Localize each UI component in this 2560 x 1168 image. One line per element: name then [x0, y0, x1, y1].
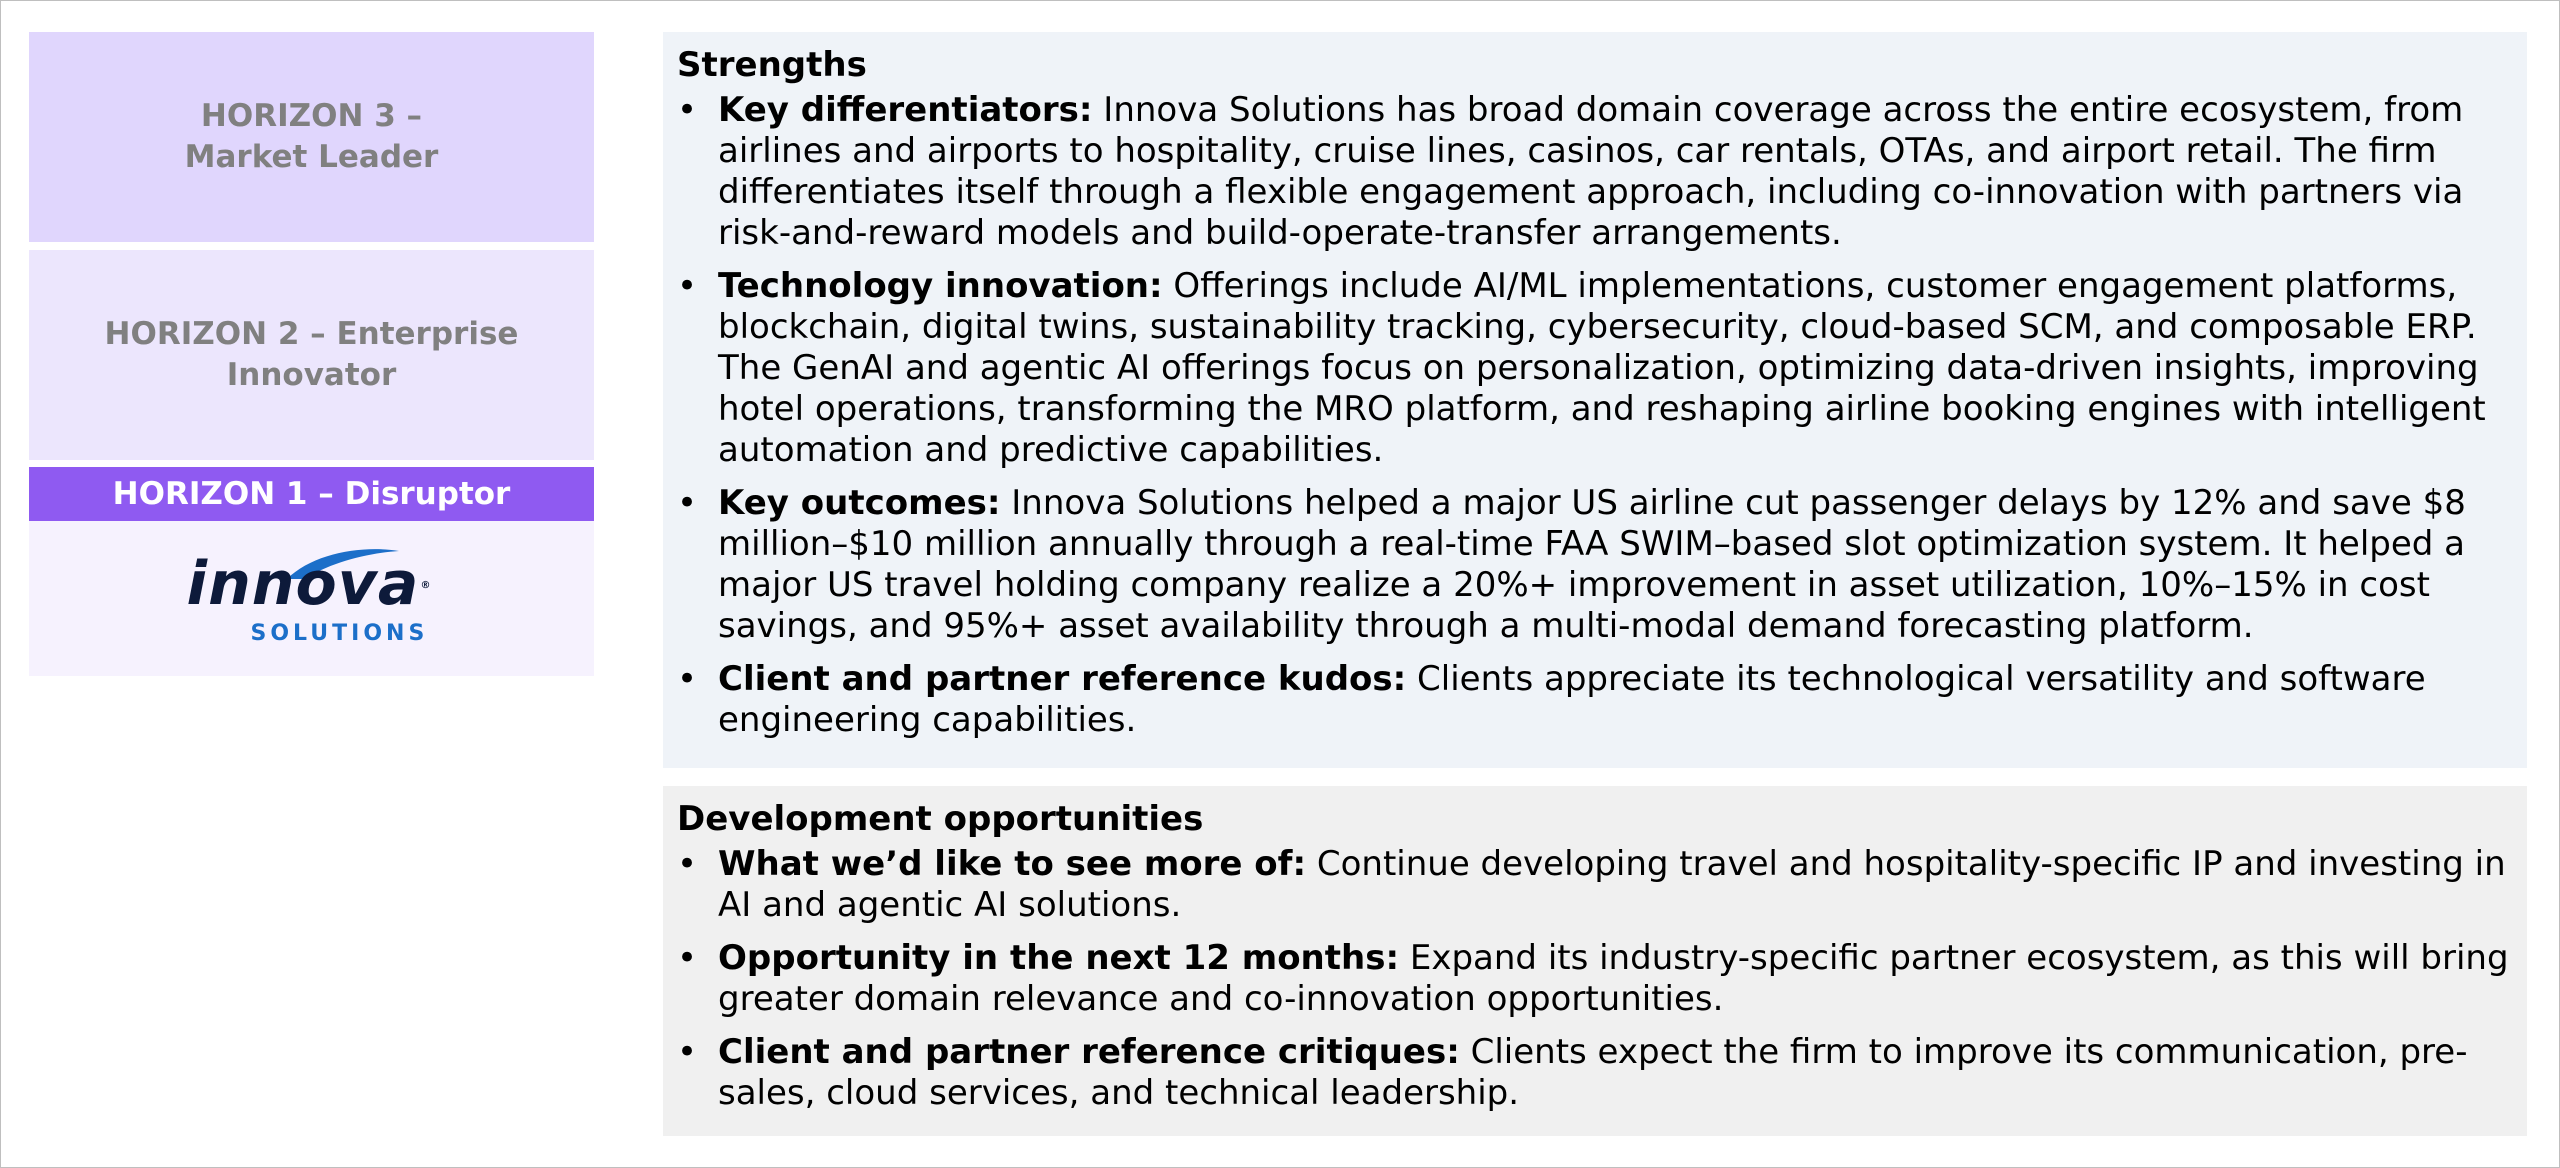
horizon-1-label: HORIZON 1 – Disruptor — [112, 475, 511, 512]
horizon-3-block — [29, 32, 594, 242]
bullet-text: Innova Solutions helped a major US airline cut passenger delays by 12% and save $8 million–$10 million annually through a real-time FAA SWIM–based slot optimization system. It helped a major US travel holding company realize a 20%+ improvement in asset utilization, 10%–15% in cost savings, and 95%+ asset availability through a multi-modal demand forecasting platform. — [718, 483, 2466, 646]
logo-subtitle: SOLUTIONS — [250, 620, 429, 646]
bullet-text: Clients appreciate its technological versatility and software engineering capabilities. — [718, 659, 2426, 740]
horizon-2-line1: HORIZON 2 – Enterprise — [104, 316, 519, 352]
development-item-critiques — [677, 1032, 2513, 1114]
bullet-lead: Client and partner reference critiques: — [718, 1032, 1460, 1072]
innova-solutions-logo — [187, 549, 437, 649]
development-title: Development opportunities — [677, 799, 1204, 839]
bullet-text: Offerings include AI/ML implementations, customer engagement platforms, blockchain, digital twins, sustainability tracking, cybersecurity, cloud-based SCM, and composable ERP. The GenAI and agentic AI offerings focus on personalization, optimizing data-driven insights, improving hotel operations, transforming the MRO platform, and reshaping airline booking engines with intelligent automation and predictive capabilities. — [718, 266, 2486, 470]
bullet-lead: Opportunity in the next 12 months: — [718, 938, 1400, 978]
development-item-more-of — [677, 844, 2513, 926]
horizon-2-block — [29, 250, 594, 460]
horizon-3-line2: Market Leader — [184, 139, 439, 175]
strength-item-kudos — [677, 659, 2513, 741]
development-list — [677, 844, 2513, 1114]
bullet-text: Innova Solutions has broad domain coverage across the entire ecosystem, from airlines and airports to hospitality, cruise lines, casinos, car rentals, OTAs, and airport retail. The firm differentiates itself through a flexible engagement approach, including co-innovation with partners via risk-and-reward models and build-operate-transfer arrangements. — [718, 90, 2464, 253]
strength-item-technology — [677, 266, 2513, 471]
bullet-lead: Technology innovation: — [718, 266, 1163, 306]
bullet-text: Continue developing travel and hospitality-specific IP and investing in AI and agentic AI solutions. — [718, 844, 2506, 925]
bullet-lead: What we’d like to see more of: — [718, 844, 1307, 884]
horizon-3-line1: HORIZON 3 – — [200, 98, 423, 134]
strength-item-outcomes — [677, 483, 2513, 647]
horizon-3-label — [185, 96, 439, 178]
horizon-2-label — [105, 314, 519, 396]
strengths-title: Strengths — [677, 45, 867, 85]
development-opportunities-panel — [663, 786, 2527, 1136]
strengths-list — [677, 90, 2513, 741]
strength-item-differentiators — [677, 90, 2513, 254]
bullet-text: Clients expect the firm to improve its communication, pre-sales, cloud services, and technical leadership. — [718, 1032, 2468, 1113]
bullet-text: Expand its industry-specific partner ecosystem, as this will bring greater domain relevance and co-innovation opportunities. — [718, 938, 2509, 1019]
bullet-lead: Client and partner reference kudos: — [718, 659, 1407, 699]
logo-registered-mark: ® — [420, 579, 431, 591]
company-logo-area — [29, 521, 594, 676]
horizon-1-block — [29, 467, 594, 521]
logo-wordmark: innova — [186, 548, 420, 619]
strengths-panel — [663, 32, 2527, 768]
bullet-lead: Key differentiators: — [718, 90, 1093, 130]
development-item-next-12-months — [677, 938, 2513, 1020]
horizon-2-line2: Innovator — [226, 357, 397, 393]
bullet-lead: Key outcomes: — [718, 483, 1001, 523]
